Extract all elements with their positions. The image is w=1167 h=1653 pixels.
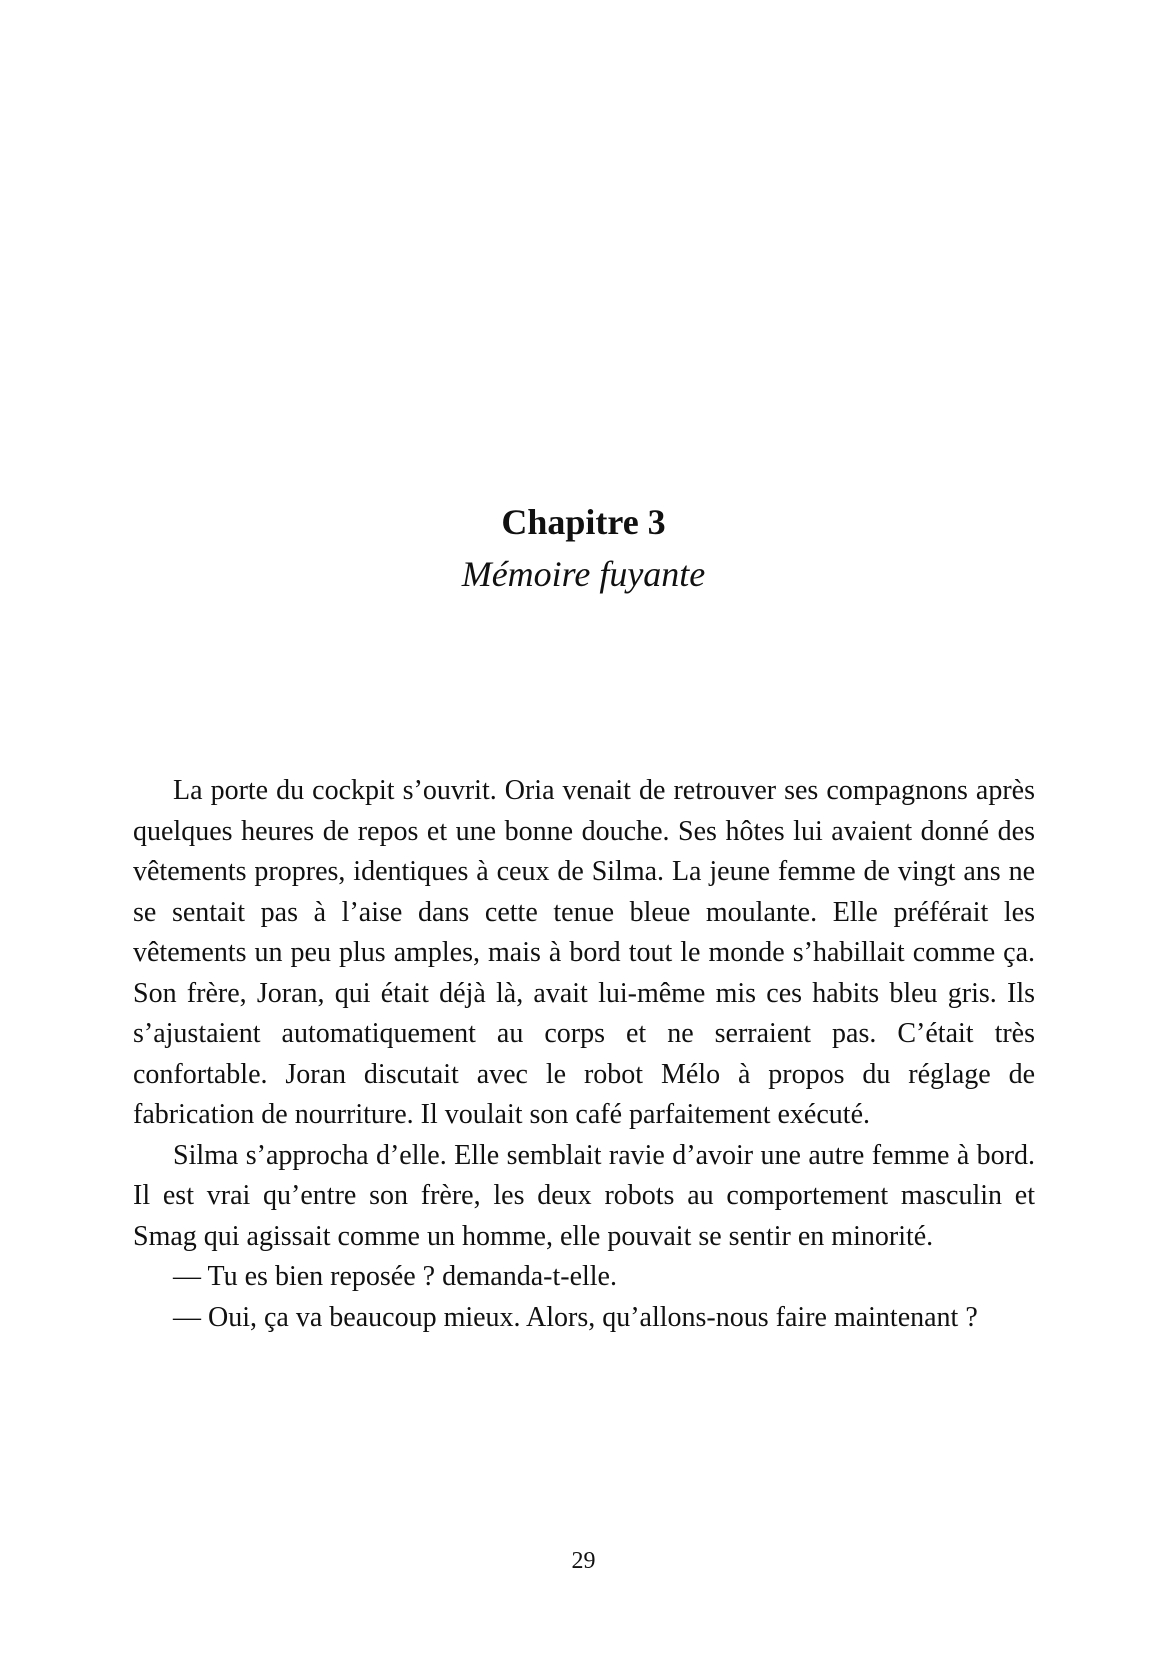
dialogue-line: — Oui, ça va beaucoup mieux. Alors, qu’allons-nous faire maintenant ? [173,1301,978,1333]
chapter-body [133,771,1035,1338]
dialogue-line: — Tu es bien reposée ? demanda-t-elle. [173,1261,617,1292]
chapter-number: Chapitre 3 [501,502,666,542]
chapter-title: Mémoire fuyante [461,554,706,594]
paragraph: La porte du cockpit s’ouvrit. Oria venait de retrouver ses compagnons après quelques heures de repos et une bonne douche. Ses hôtes lui avaient donné des vêtements propres, identiques à ceux de Silma. La jeune femme de vingt ans ne se sentait pas à l’aise dans cette tenue bleue moulante. Elle préférait les vêtements un peu plus amples, mais à bord tout le monde s’habillait comme ça. Son frère, Joran, qui était déjà là, avait lui-même mis ces habits bleu gris. Ils s’ajustaient automatiquement au corps et ne serraient pas. C’était très confortable. Joran discutait avec le robot Mélo à propos du réglage de fabrication de nourriture. Il voulait son café parfaitement exécuté. [133,775,1035,1130]
page-number: 29 [571,1548,596,1574]
paragraph: Silma s’approcha d’elle. Elle semblait ravie d’avoir une autre femme à bord. Il est vrai qu’entre son frère, les deux robots au comportement masculin et Smag qui agissait comme un homme, elle pouvait se sentir en minorité. [133,1139,1035,1252]
